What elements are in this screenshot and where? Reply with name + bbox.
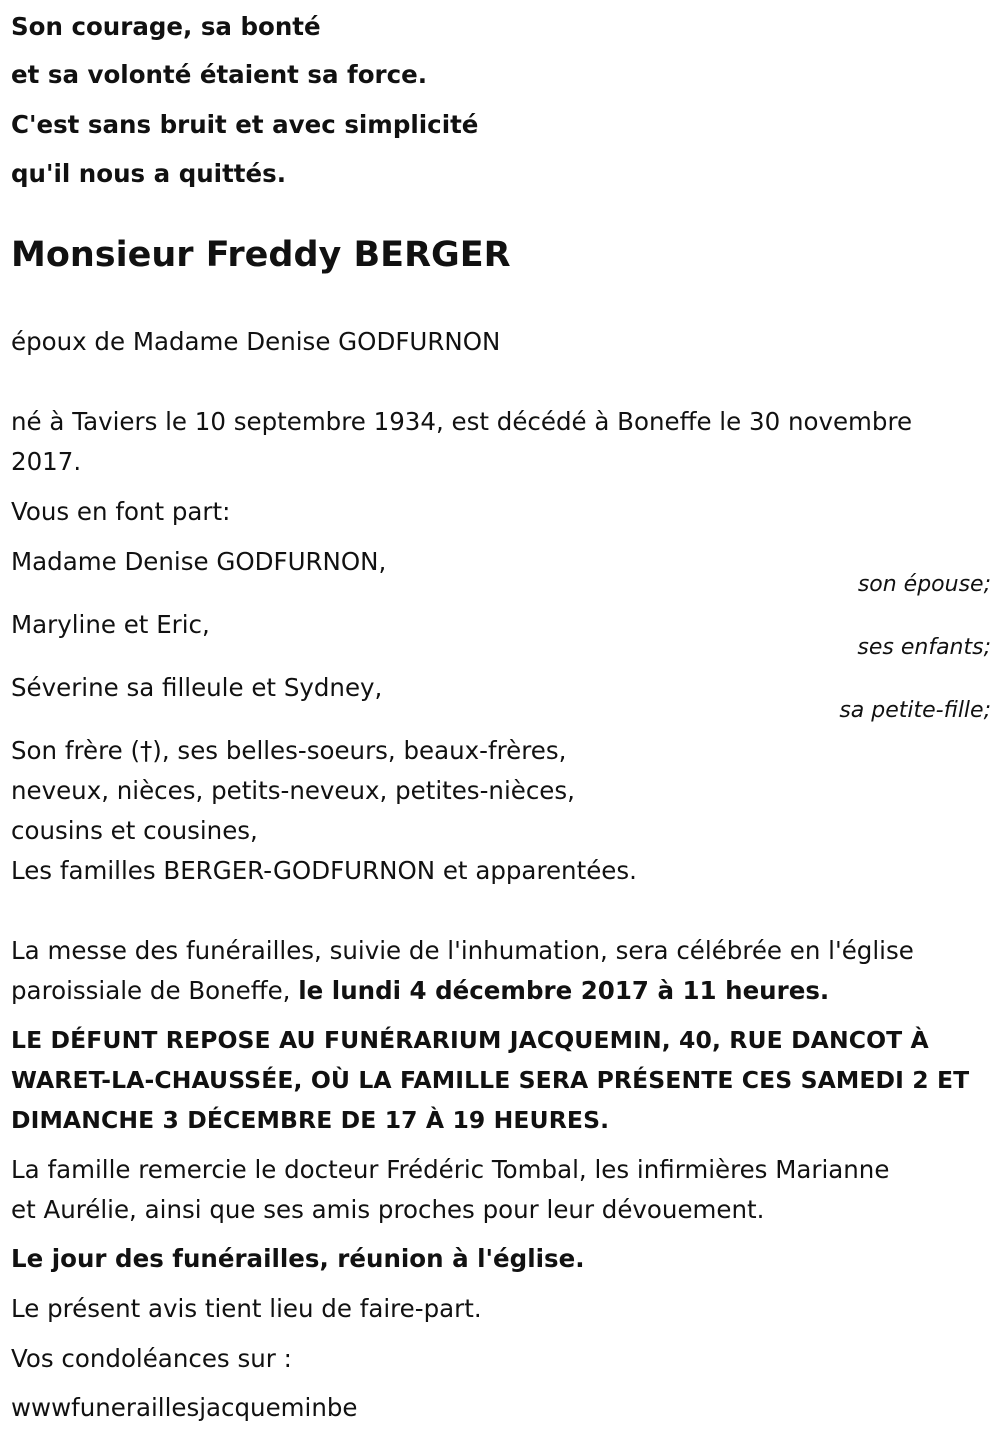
birth-death-line-2: 2017. [11,447,82,476]
birth-death-line-1: né à Taviers le 10 septembre 1934, est décédé à Boneffe le 30 novembre [11,407,913,436]
family-relation-1: son épouse; [857,572,991,597]
mass-line-2 [11,976,829,1006]
mass-location: paroissiale de Boneffe, [11,976,299,1005]
family-relation-3: sa petite-fille; [839,698,991,723]
announce-line: Vous en font part: [11,497,231,526]
others-line-1: Son frère (†), ses belles-soeurs, beaux-frères, [11,736,567,765]
visitation-line-1: LE DÉFUNT REPOSE AU FUNÉRARIUM JACQUEMIN, 40, RUE DANCOT À [11,1026,929,1054]
others-line-3: cousins et cousines, [11,816,258,845]
website-link[interactable]: wwwfuneraillesjacqueminbe [11,1393,358,1422]
family-names-3: Séverine sa filleule et Sydney, [11,673,383,702]
deceased-name: Monsieur Freddy BERGER [11,235,511,275]
condolences-label: Vos condoléances sur : [11,1344,292,1373]
thanks-line-2: et Aurélie, ainsi que ses amis proches pour leur dévouement. [11,1195,765,1224]
obituary-notice [11,0,991,1443]
thanks-line-1: La famille remercie le docteur Frédéric Tombal, les infirmières Marianne [11,1155,890,1184]
epigraph-line-1: Son courage, sa bonté [11,12,321,41]
epigraph-line-3: C'est sans bruit et avec simplicité [11,110,479,139]
mass-line-1: La messe des funérailles, suivie de l'inhumation, sera célébrée en l'église [11,936,914,965]
spouse-line: époux de Madame Denise GODFURNON [11,327,501,356]
others-line-4: Les familles BERGER-GODFURNON et apparentées. [11,856,637,885]
epigraph-line-4: qu'il nous a quittés. [11,159,287,188]
others-line-2: neveux, nièces, petits-neveux, petites-nièces, [11,776,575,805]
mass-date: le lundi 4 décembre 2017 à 11 heures. [298,976,830,1005]
notice-line: Le présent avis tient lieu de faire-part. [11,1294,482,1323]
family-names-1: Madame Denise GODFURNON, [11,547,387,576]
gathering-line: Le jour des funérailles, réunion à l'église. [11,1244,585,1273]
visitation-line-3: DIMANCHE 3 DÉCEMBRE DE 17 À 19 HEURES. [11,1106,610,1134]
epigraph-line-2: et sa volonté étaient sa force. [11,60,428,89]
visitation-line-2: WARET-LA-CHAUSSÉE, OÙ LA FAMILLE SERA PRÉSENTE CES SAMEDI 2 ET [11,1066,970,1094]
family-names-2: Maryline et Eric, [11,610,210,639]
family-relation-2: ses enfants; [857,635,991,660]
